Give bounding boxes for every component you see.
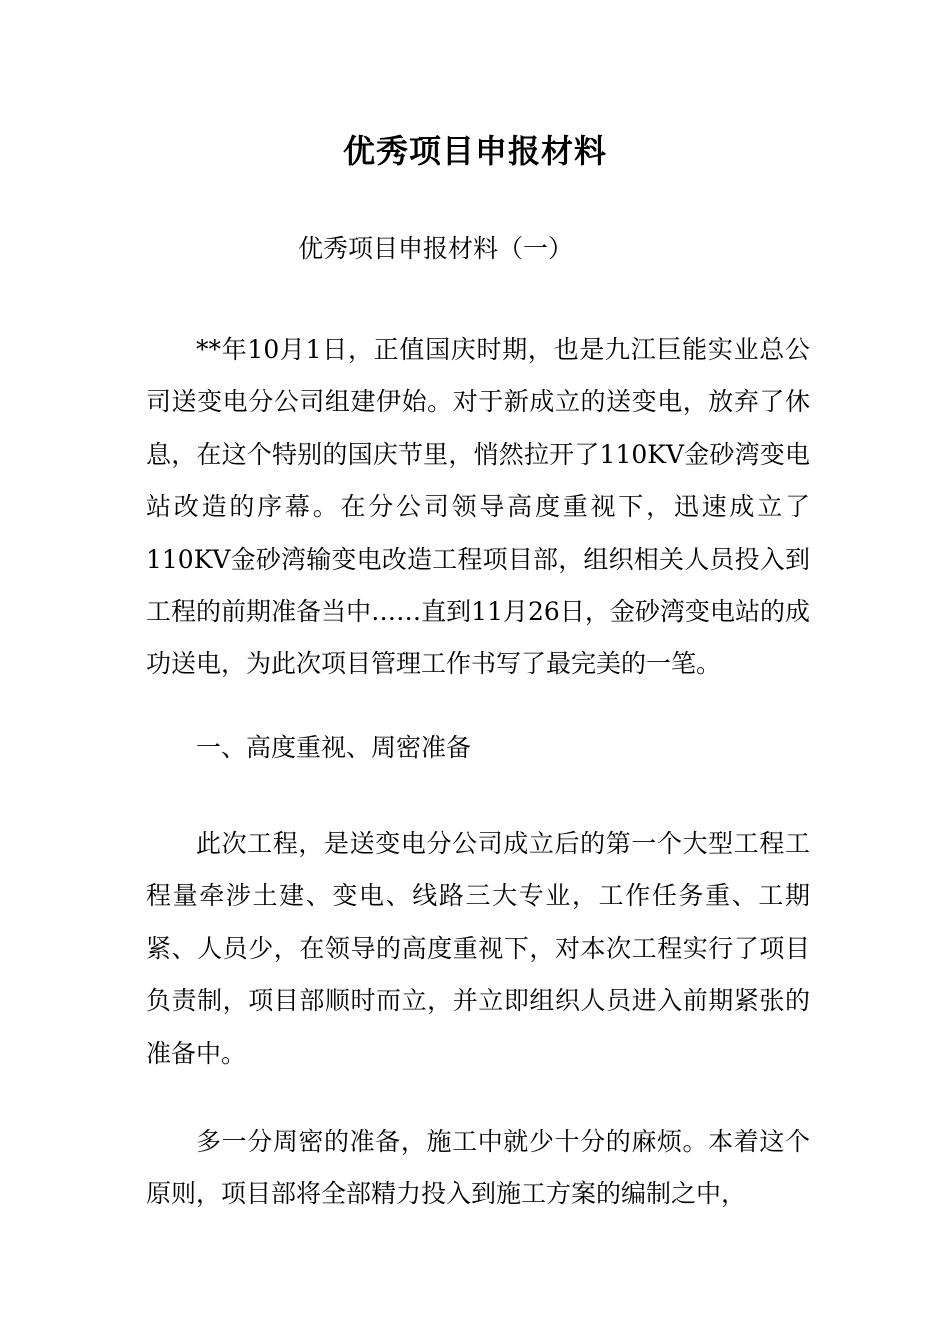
- paragraph-section-2: 多一分周密的准备，施工中就少十分的麻烦。本着这个原则，项目部将全部精力投入到施工方案的编制之中，: [146, 1127, 810, 1209]
- section-heading: 一、高度重视、周密准备: [196, 733, 472, 762]
- document-subtitle: 优秀项目申报材料（一）: [298, 234, 574, 263]
- document-title: 优秀项目申报材料: [342, 132, 607, 170]
- paragraph-intro: **年10月1日，正值国庆时期，也是九江巨能实业总公司送变电分公司组建伊始。对于新成立的送变电，放弃了休息，在这个特别的国庆节里，悄然拉开了110KV金砂湾变电站改造的序幕。在分公司领导高度重视下，迅速成立了110KV金砂湾输变电改造工程项目部，组织相关人员投入到工程的前期准备当中……直到11月26日，金砂湾变电站的成功送电，为此次项目管理工作书写了最完美的一笔。: [146, 335, 810, 679]
- paragraph-section-1: 此次工程，是送变电分公司成立后的第一个大型工程工程量牵涉土建、变电、线路三大专业，工作任务重、工期紧、人员少，在领导的高度重视下，对本次工程实行了项目负责制，项目部顺时而立，并立即组织人员进入前期紧张的准备中。: [146, 829, 810, 1068]
